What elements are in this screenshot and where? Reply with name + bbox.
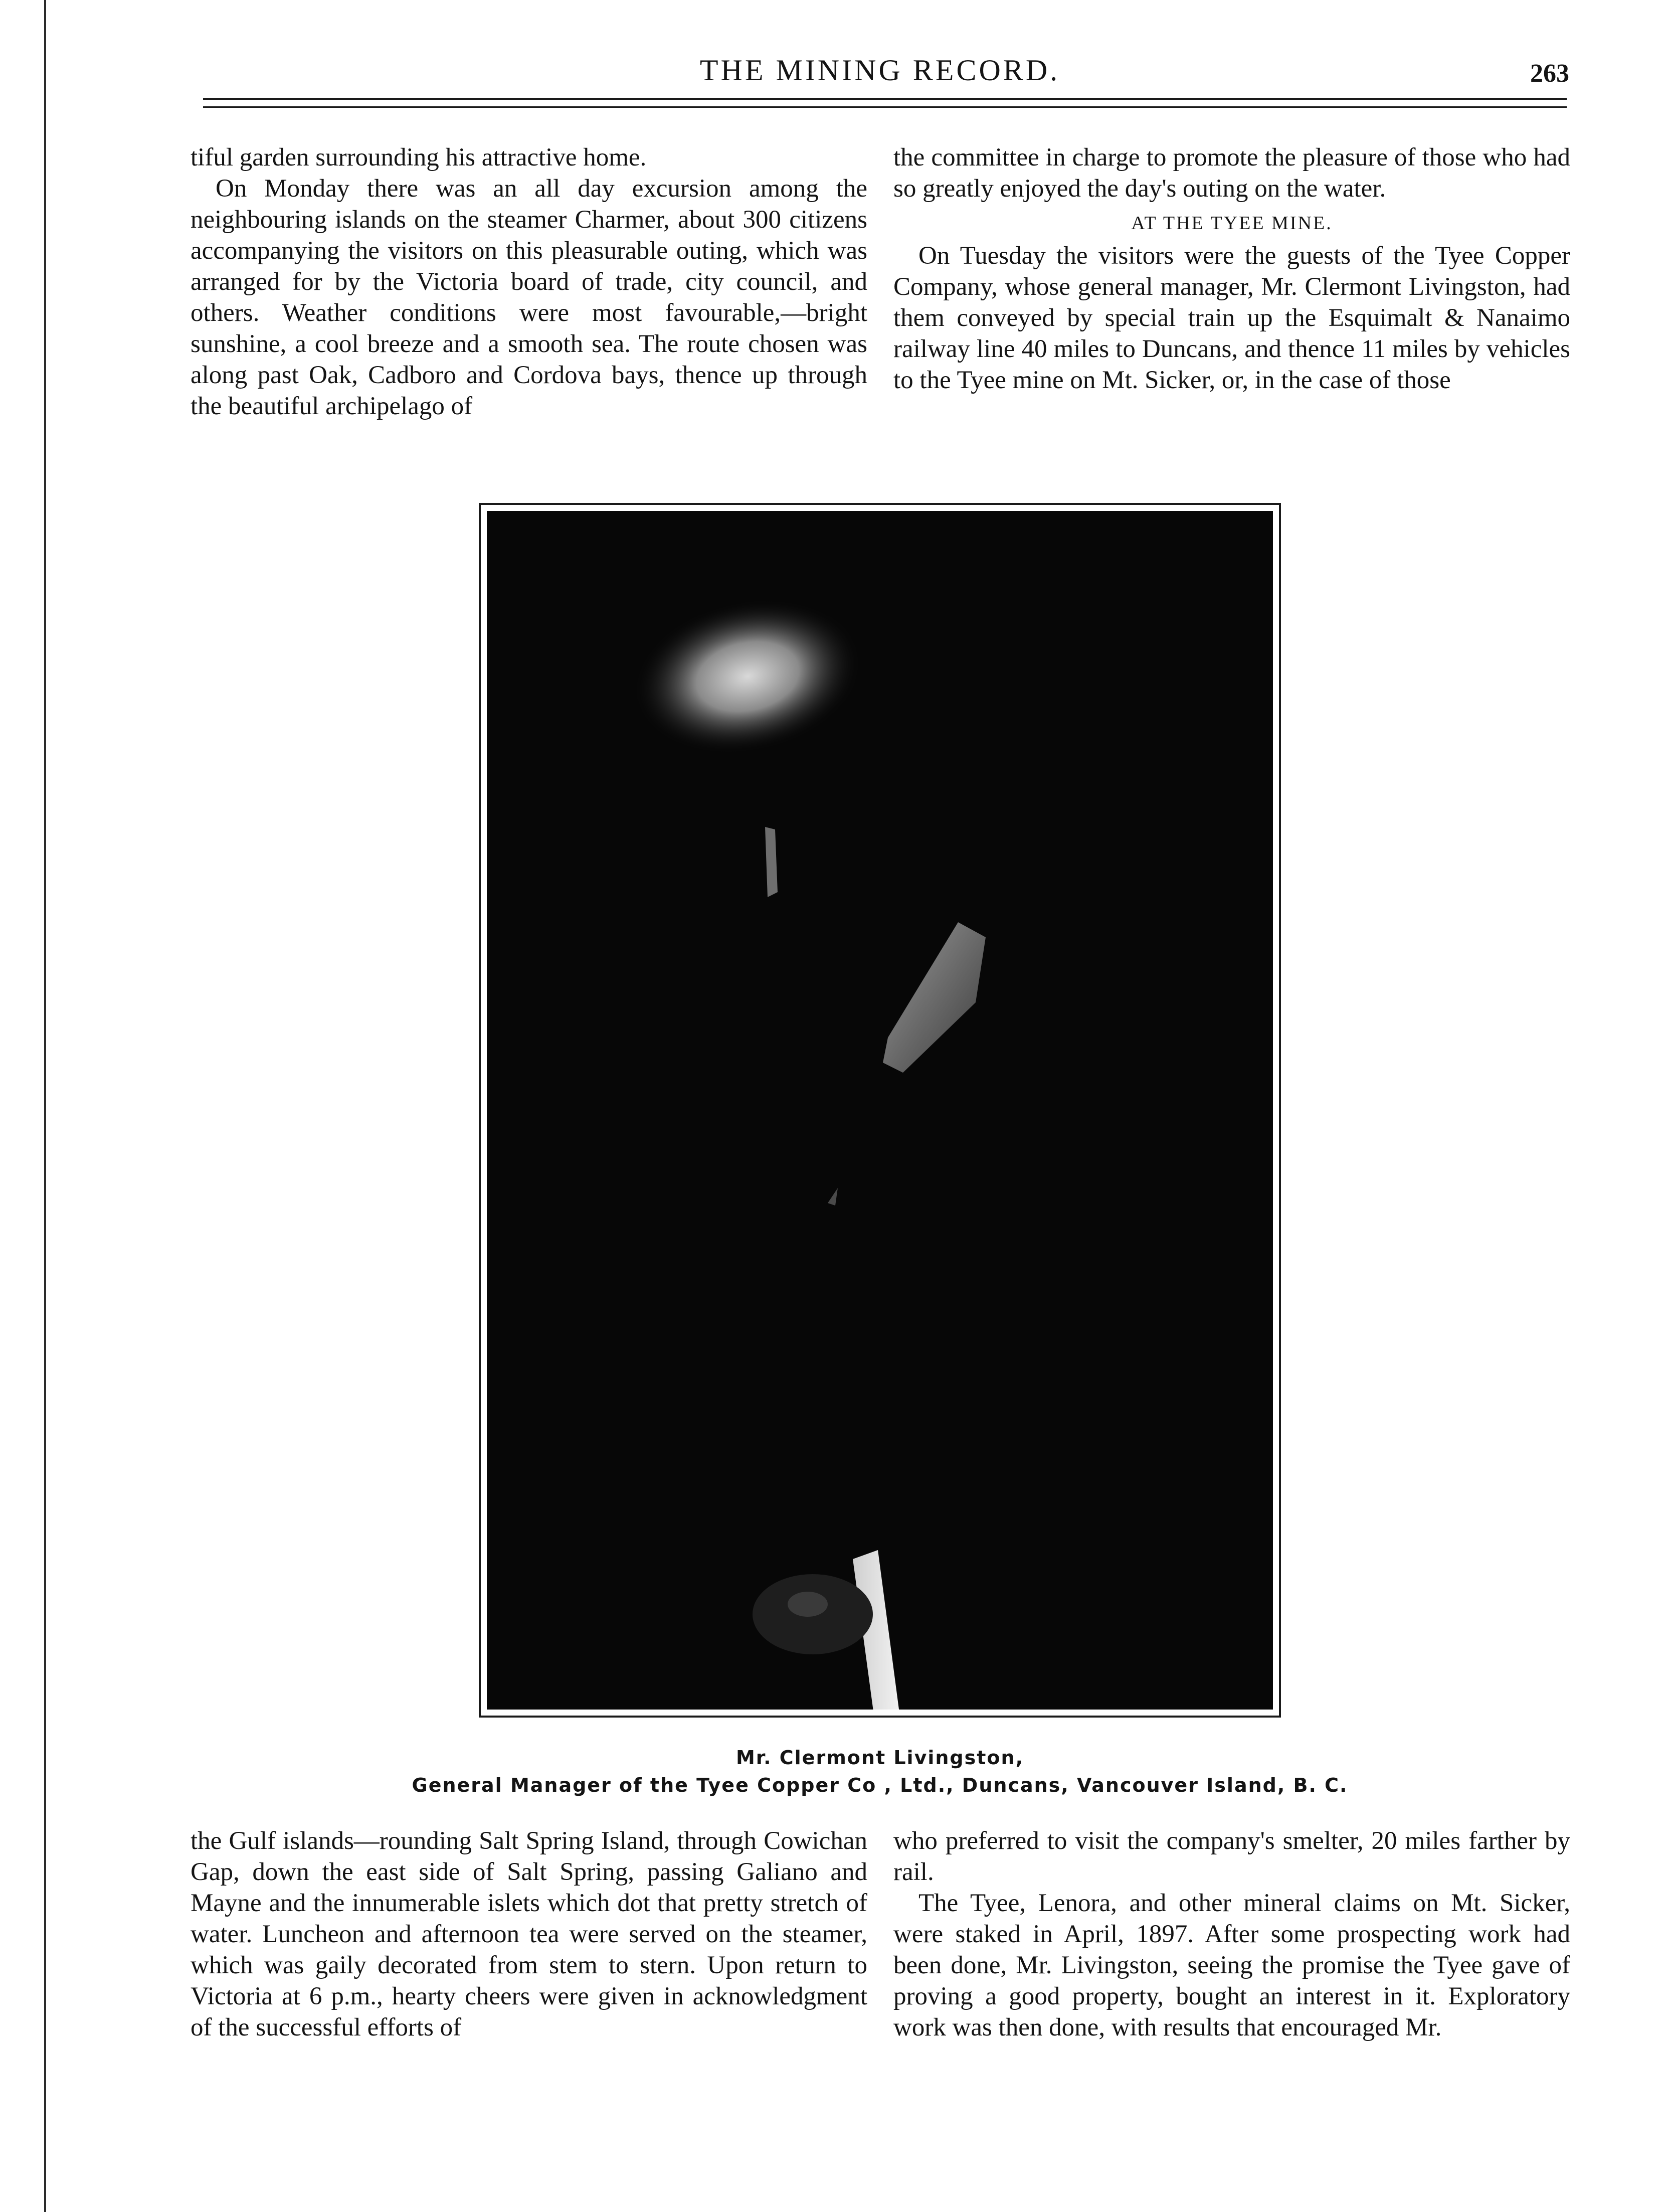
portrait-photo-frame [479, 503, 1281, 1718]
column-bottom-right [893, 1825, 1570, 2043]
column-bottom-left [191, 1825, 867, 2043]
figure-caption-name: Mr. Clermont Livingston, [735, 1747, 1024, 1769]
portrait-photo [487, 511, 1273, 1710]
running-title: THE MINING RECORD. [699, 54, 1060, 87]
paragraph: the Gulf islands—rounding Salt Spring Island, through Cowichan Gap, down the east side of Salt Spring, passing Galiano and Mayne and the innumerable islets which dot that pretty stretch of water. Luncheon and afternoon tea were served on the steamer, which was gaily decorated from stem to stern. Upon return to Victoria at 6 p.m., hearty cheers were given in acknowledgment of the successful efforts of [191, 1827, 867, 2041]
paragraph: the committee in charge to promote the pleasure of those who had so greatly enjoyed the day's outing on the water. [893, 143, 1570, 203]
column-top-right [893, 142, 1570, 396]
section-heading: AT THE TYEE MINE. [1131, 213, 1333, 234]
paragraph: The Tyee, Lenora, and other mineral claims on Mt. Sicker, were staked in April, 1897. After some prospecting work had been done, Mr. Livingston, seeing the promise the Tyee gave of proving a good property, bought an interest in it. Exploratory work was then done, with results that encouraged Mr. [893, 1889, 1570, 2041]
header-rule-bottom [203, 106, 1567, 108]
page-header [191, 50, 1569, 105]
paragraph: who preferred to visit the company's smelter, 20 miles farther by rail. [893, 1827, 1570, 1886]
paragraph: On Monday there was an all day excursion among the neighbouring islands on the steamer Charmer, about 300 citizens accompanying the visitors on this pleasurable outing, which was arranged for by the Victoria board of trade, city council, and others. Weather conditions were most favourable,—bright sunshine, a cool breeze and a smooth sea. The route chosen was along past Oak, Cadboro and Cordova bays, thence up through the beautiful archipelago of [191, 175, 867, 420]
page-number: 263 [1530, 59, 1569, 88]
column-top-left [191, 142, 867, 422]
paragraph: On Tuesday the visitors were the guests of the Tyee Copper Company, whose general manager, Mr. Clermont Livingston, had them conveyed by special train up the Esquimalt & Nanaimo railway line 40 miles to Duncans, and thence 11 miles by vehicles to the Tyee mine on Mt. Sicker, or, in the case of those [893, 242, 1570, 394]
header-rule-top [203, 98, 1567, 100]
paragraph: tiful garden surrounding his attractive home. [191, 143, 647, 172]
figure-caption-title: General Manager of the Tyee Copper Co , Ltd., Duncans, Vancouver Island, B. C. [412, 1774, 1348, 1796]
page-edge-line [44, 0, 46, 2212]
portrait-image [487, 511, 1273, 1710]
